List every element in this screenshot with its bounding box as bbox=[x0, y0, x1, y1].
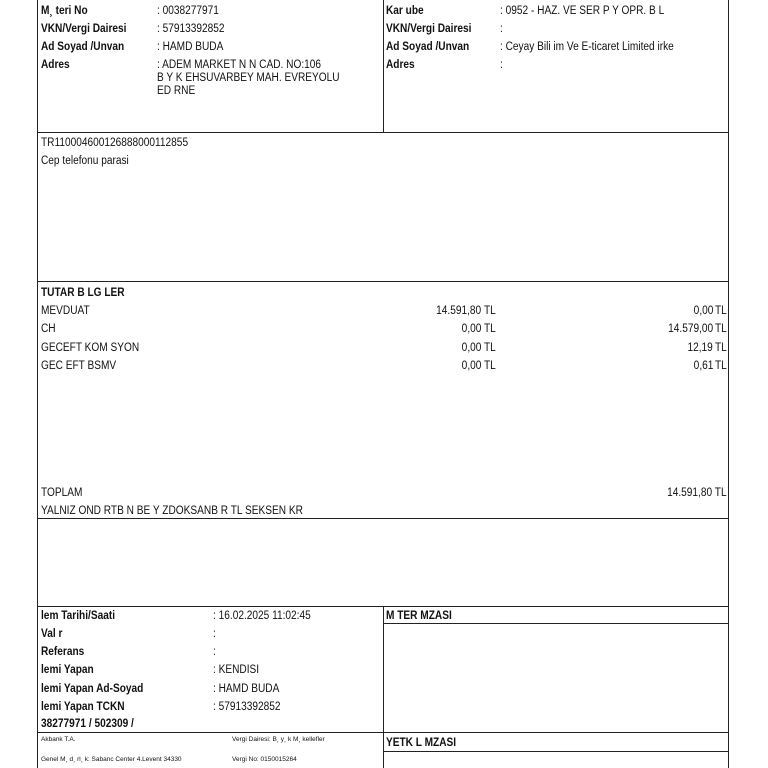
transaction-performer-label: lemi Yapan bbox=[41, 664, 94, 676]
transaction-performer-value: : KENDISI bbox=[213, 664, 260, 676]
customer-address-line2: B Y K EHSUVARBEY MAH. EVREYOLU bbox=[157, 72, 340, 84]
footer-hq-address: Genel M¸ d¸ rl¸ k: Sabanc Center 4.Levent 34330 bbox=[41, 756, 182, 763]
amount-row-label: GEC EFT BSMV bbox=[41, 360, 117, 372]
transaction-currency-value: : bbox=[213, 628, 216, 640]
customer-address-label: Adres bbox=[41, 59, 70, 71]
amount-row-right-value: 12,19 bbox=[687, 342, 713, 354]
receiver-branch-value: : 0952 - HAZ. VE SER P Y OPR. B L bbox=[500, 5, 665, 17]
amount-row-left-value: 0,00 bbox=[461, 323, 481, 335]
amount-row-right-value: 14.579,00 bbox=[667, 323, 713, 335]
receiver-iban: TR110004600126888000112855 bbox=[41, 137, 189, 149]
amounts-heading: TUTAR B LG LER bbox=[41, 287, 125, 299]
authorized-signature-underline bbox=[383, 751, 729, 752]
receiver-name-value: : Ceyay Bili im Ve E-ticaret Limited irke bbox=[500, 41, 674, 53]
divider-after-description bbox=[37, 281, 729, 282]
transaction-performer-tckn-label: lemi Yapan TCKN bbox=[41, 701, 125, 713]
amount-row-right-value: 0,61 bbox=[693, 360, 713, 372]
frame-left-border bbox=[37, 0, 38, 768]
customer-no-label: M¸ teri No bbox=[41, 5, 88, 17]
customer-signature-label: M TER MZASI bbox=[386, 610, 452, 622]
amount-row-label: MEVDUAT bbox=[41, 305, 90, 317]
transaction-performer-name-value: : HAMD BUDA bbox=[213, 683, 280, 695]
amount-row-label: GECEFT KOM SYON bbox=[41, 342, 140, 354]
amount-row-right-currency: TL bbox=[715, 323, 727, 335]
receiver-vkn-value: : bbox=[500, 23, 503, 35]
customer-vkn-label: VKN/Vergi Dairesi bbox=[41, 23, 127, 35]
transaction-column-divider bbox=[383, 606, 384, 768]
amount-row-right-currency: TL bbox=[715, 305, 727, 317]
divider-after-amounts bbox=[37, 518, 729, 519]
signature-underline bbox=[383, 623, 729, 624]
total-value: 14.591,80 TL bbox=[667, 487, 727, 499]
transfer-description: Cep telefonu parasi bbox=[41, 155, 129, 167]
footer-tax-office: Vergi Dairesi: B¸ y¸ k M¸ kellefler bbox=[232, 736, 325, 743]
divider-before-footer bbox=[37, 732, 729, 733]
customer-address-line1: : ADEM MARKET N N CAD. NO:106 bbox=[157, 59, 322, 71]
amount-row-left-value: 14.591,80 bbox=[435, 305, 481, 317]
authorized-signature-label: YETK L MZASI bbox=[386, 737, 457, 749]
amount-row-left-currency: TL bbox=[484, 342, 496, 354]
transaction-date-value: : 16.02.2025 11:02:45 bbox=[213, 610, 311, 622]
transaction-reference-label: Referans bbox=[41, 646, 85, 658]
customer-address-line3: ED RNE bbox=[157, 85, 196, 97]
footer-tax-no: Vergi No: 0150015264 bbox=[232, 756, 297, 763]
transaction-reference-value: : bbox=[213, 646, 216, 658]
total-label: TOPLAM bbox=[41, 487, 83, 499]
transaction-currency-label: Val r bbox=[41, 628, 63, 640]
amount-row-label: CH bbox=[41, 323, 56, 335]
amount-row-left-currency: TL bbox=[484, 305, 496, 317]
transaction-performer-tckn-value: : 57913392852 bbox=[213, 701, 281, 713]
amount-row-right-currency: TL bbox=[715, 360, 727, 372]
total-in-words: YALNIZ OND RTB N BE Y ZDOKSANB R TL SEKSEN KR bbox=[41, 505, 303, 517]
receiver-address-label: Adres bbox=[386, 59, 415, 71]
receiver-name-label: Ad Soyad /Unvan bbox=[386, 41, 470, 53]
transaction-code: 38277971 / 502309 / bbox=[41, 718, 134, 730]
frame-right-border bbox=[728, 0, 729, 768]
receiver-branch-label: Kar ube bbox=[386, 5, 424, 17]
transaction-performer-name-label: lemi Yapan Ad-Soyad bbox=[41, 683, 144, 695]
transaction-date-label: lem Tarihi/Saati bbox=[41, 610, 116, 622]
customer-name-value: : HAMD BUDA bbox=[157, 41, 224, 53]
receiver-address-value: : bbox=[500, 59, 503, 71]
amount-row-left-currency: TL bbox=[484, 360, 496, 372]
footer-bank-name: Akbank T.A. bbox=[41, 736, 76, 743]
receiver-vkn-label: VKN/Vergi Dairesi bbox=[386, 23, 472, 35]
header-column-divider bbox=[383, 0, 384, 132]
amount-row-left-value: 0,00 bbox=[461, 360, 481, 372]
divider-after-header bbox=[37, 132, 729, 133]
customer-vkn-value: : 57913392852 bbox=[157, 23, 225, 35]
customer-no-value: : 0038277971 bbox=[157, 5, 219, 17]
amount-row-right-currency: TL bbox=[715, 342, 727, 354]
customer-name-label: Ad Soyad /Unvan bbox=[41, 41, 125, 53]
amount-row-left-value: 0,00 bbox=[461, 342, 481, 354]
amount-row-left-currency: TL bbox=[484, 323, 496, 335]
amount-row-right-value: 0,00 bbox=[693, 305, 713, 317]
